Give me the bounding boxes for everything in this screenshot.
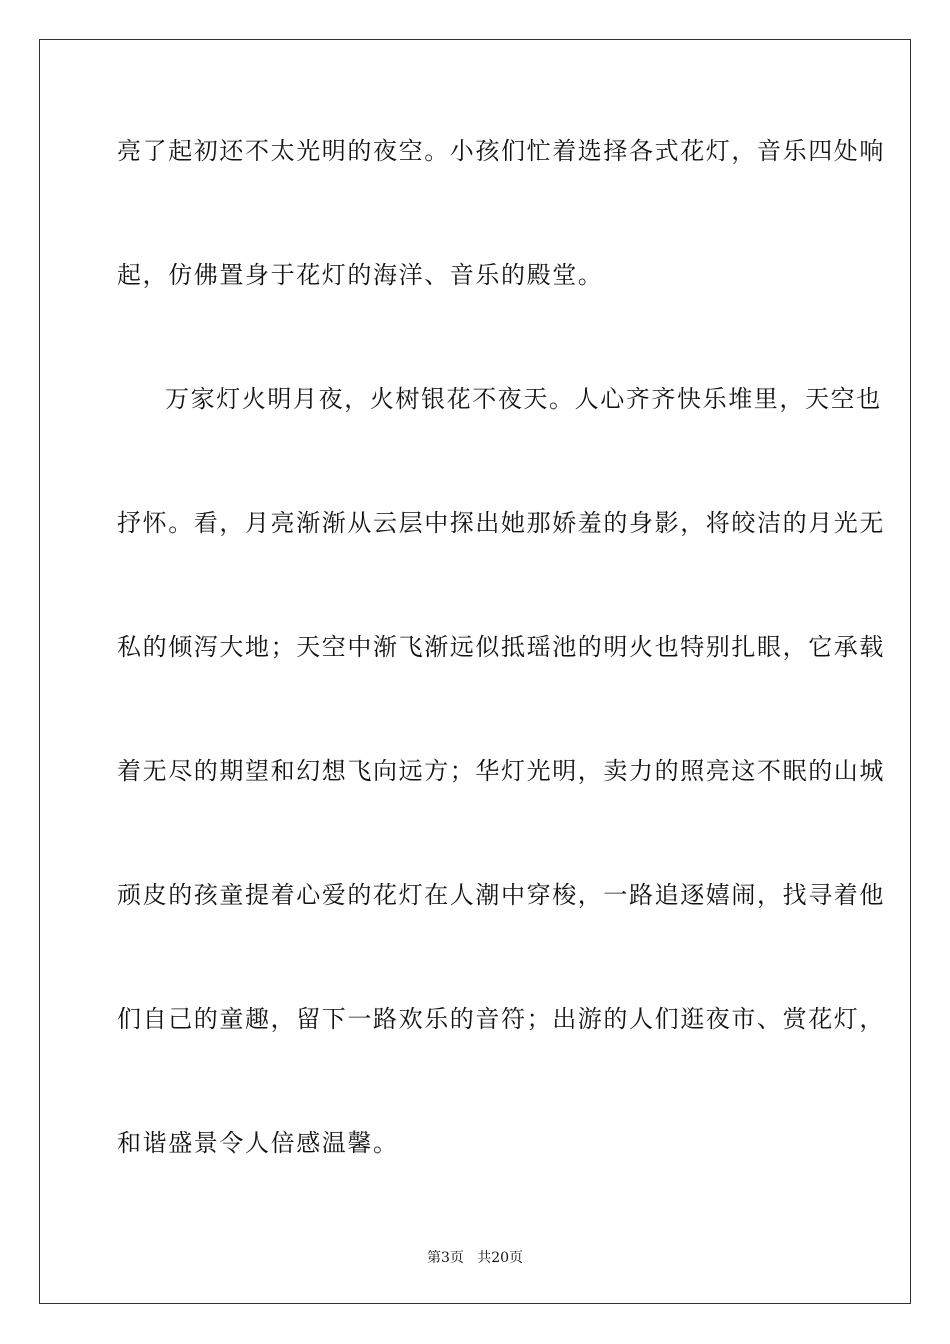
paragraph-line-4: 抒怀。看，月亮渐渐从云层中探出她那娇羞的身影，将皎洁的月光无	[117, 509, 885, 537]
page-border	[39, 39, 911, 1304]
paragraph-line-7: 顽皮的孩童提着心爱的花灯在人潮中穿梭，一路追逐嬉闹，找寻着他	[117, 881, 885, 909]
paragraph-line-5: 私的倾泻大地；天空中渐飞渐远似抵瑶池的明火也特别扎眼，它承载	[117, 633, 885, 661]
paragraph-line-3: 万家灯火明月夜，火树银花不夜天。人心齐齐快乐堆里，天空也	[165, 385, 882, 413]
paragraph-line-6: 着无尽的期望和幻想飞向远方；华灯光明，卖力的照亮这不眠的山城	[117, 757, 885, 785]
paragraph-line-9: 和谐盛景令人倍感温馨。	[117, 1129, 399, 1157]
paragraph-line-2: 起，仿佛置身于花灯的海洋、音乐的殿堂。	[117, 261, 604, 289]
page-number-footer: 第3页 共20页	[426, 1250, 524, 1266]
paragraph-line-8: 们自己的童趣，留下一路欢乐的音符；出游的人们逛夜市、赏花灯，	[117, 1005, 885, 1033]
paragraph-line-1: 亮了起初还不太光明的夜空。小孩们忙着选择各式花灯，音乐四处响	[117, 137, 885, 165]
